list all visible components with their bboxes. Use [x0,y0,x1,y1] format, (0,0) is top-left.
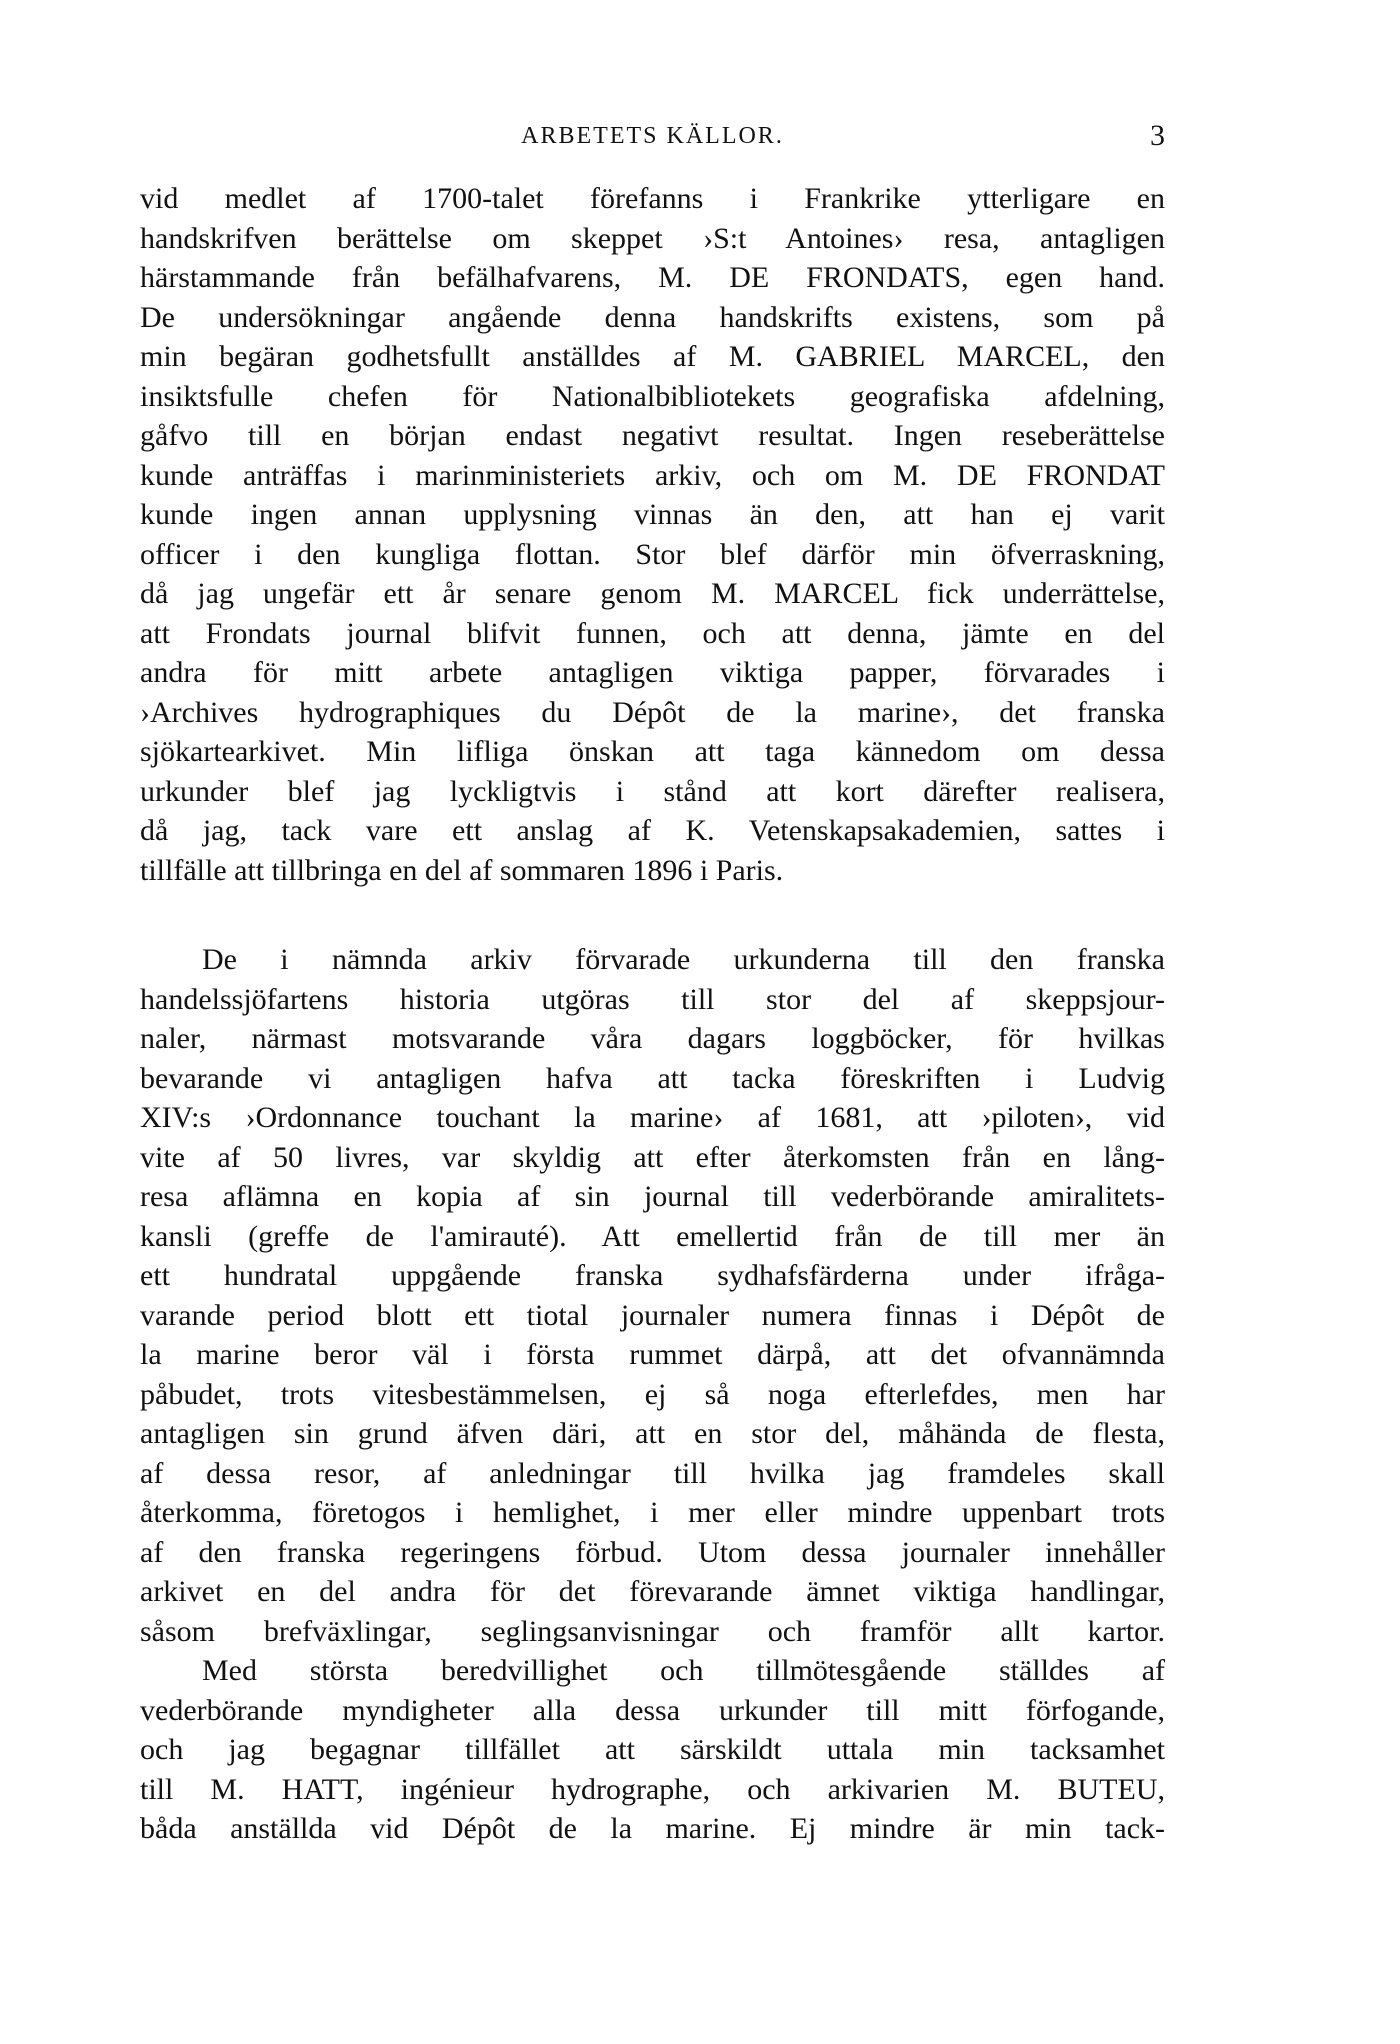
text-line: påbudet, trots vitesbestämmelsen, ej så noga efterlefdes, men har [140,1377,1165,1411]
text-line: då jag ungefär ett år senare genom M. MARCEL fick underrättelse, [140,577,1165,610]
text-line: härstammande från befälhafvarens, M. DE FRONDATS, egen hand. [140,261,1165,294]
paragraph-1 [140,179,1165,890]
text-line: handskrifven berättelse om skeppet ›S:t Antoines› resa, antagligen [140,221,1165,255]
text-line: sjökartearkivet. Min lifliga önskan att taga kännedom om dessa [140,735,1165,768]
text-line: arkivet en del andra för det förevarande ämnet viktiga handlingar, [140,1575,1165,1608]
text-line: insiktsfulle chefen för Nationalbibliotekets geografiska afdelning, [140,379,1165,413]
running-head [140,116,1165,156]
text-line: vederbörande myndigheter alla dessa urkunder till mitt förfogande, [140,1693,1165,1727]
text-line: De i nämnda arkiv förvarade urkunderna till den franska [202,943,1165,976]
text-line: resa aflämna en kopia af sin journal till vederbörande amiralitets- [140,1180,1165,1213]
page-number: 3 [1150,119,1165,152]
text-line: la marine beror väl i första rummet därpå, att det ofvannämnda [140,1338,1165,1371]
text-line: såsom brefväxlingar, seglingsanvisningar och framför allt kartor. [140,1614,1165,1648]
running-title: ARBETETS KÄLLOR. [521,123,784,149]
text-line: tillfälle att tillbringa en del af sommaren 1896 i Paris. [140,853,784,887]
text-line: ›Archives hydrographiques du Dépôt de la marine›, det franska [140,695,1165,729]
text-line: båda anställda vid Dépôt de la marine. Ej mindre är min tack- [140,1812,1165,1845]
text-line: af den franska regeringens förbud. Utom dessa journaler innehåller [140,1535,1165,1569]
text-line: bevarande vi antagligen hafva att tacka föreskriften i Ludvig [140,1061,1165,1095]
text-line: då jag, tack vare ett anslag af K. Vetenskapsakademien, sattes i [140,814,1165,847]
text-line: vid medlet af 1700-talet förefanns i Frankrike ytterligare en [140,182,1165,215]
text-line: urkunder blef jag lyckligtvis i stånd att kort därefter realisera, [140,774,1165,808]
text-line: antagligen sin grund äfven däri, att en stor del, måhända de flesta, [140,1417,1165,1450]
text-line: varande period blott ett tiotal journaler numera finnas i Dépôt de [140,1298,1165,1332]
text-line: XIV:s ›Ordonnance touchant la marine› af 1681, att ›piloten›, vid [140,1101,1165,1134]
text-line: gåfvo till en början endast negativt resultat. Ingen reseberättelse [140,419,1165,452]
text-line: andra för mitt arbete antagligen viktiga papper, förvarades i [140,656,1165,689]
text-line: till M. HATT, ingénieur hydrographe, och arkivarien M. BUTEU, [140,1772,1165,1806]
text-line: min begäran godhetsfullt anställdes af M. GABRIEL MARCEL, den [140,340,1165,373]
text-line: kunde ingen annan upplysning vinnas än den, att han ej varit [140,498,1165,531]
text-line: De undersökningar angående denna handskrifts existens, som på [140,300,1165,334]
text-line: och jag begagnar tillfället att särskildt uttala min tacksamhet [140,1733,1165,1766]
text-line: återkomma, företogos i hemlighet, i mer eller mindre uppenbart trots [140,1496,1165,1529]
text-line: naler, närmast motsvarande våra dagars loggböcker, för hvilkas [140,1022,1165,1055]
text-line: handelssjöfartens historia utgöras till stor del af skeppsjour- [140,982,1165,1016]
text-line: kunde anträffas i marinministeriets arkiv, och om M. DE FRONDAT [140,458,1165,492]
text-line: vite af 50 livres, var skyldig att efter återkomsten från en lång- [140,1140,1165,1174]
text-line: af dessa resor, af anledningar till hvilka jag framdeles skall [140,1456,1165,1490]
text-line: kansli (greffe de l'amirauté). Att emellertid från de till mer än [140,1219,1165,1253]
text-line: Med största beredvillighet och tillmötesgående ställdes af [202,1654,1165,1687]
paragraph-2 [140,940,1165,1849]
text-line: att Frondats journal blifvit funnen, och att denna, jämte en del [140,616,1165,650]
text-line: officer i den kungliga flottan. Stor blef därför min öfverraskning, [140,537,1165,571]
text-line: ett hundratal uppgående franska sydhafsfärderna under ifråga- [140,1259,1165,1292]
